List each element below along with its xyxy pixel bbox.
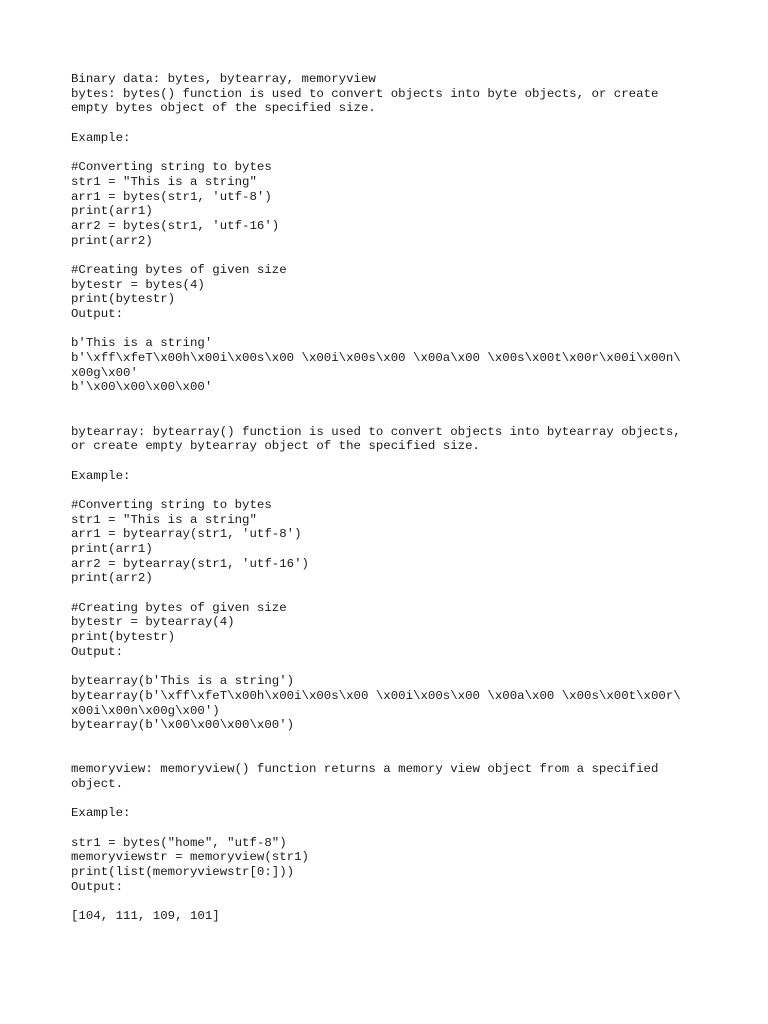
output-line: [104, 111, 109, 101] (71, 909, 220, 924)
code-line: str1 = bytes("home", "utf-8") (71, 835, 287, 850)
output-line: bytearray(b'\x00\x00\x00\x00') (71, 718, 295, 733)
code-line: print(bytestr) (71, 292, 176, 307)
memoryview-description-line-2: object. (71, 777, 124, 792)
code-line: str1 = "This is a string" (71, 512, 257, 527)
bytes-description-line-1: bytes: bytes() function is used to convert objects into byte objects, or create (71, 86, 659, 101)
code-line: #Creating bytes of given size (71, 600, 287, 615)
code-line: print(arr1) (71, 204, 153, 219)
output-line: b'\x00\x00\x00\x00' (71, 380, 213, 395)
code-line: memoryviewstr = memoryview(str1) (71, 850, 309, 865)
bytearray-description-line-2: or create empty bytearray object of the specified size. (71, 439, 480, 454)
code-line: arr1 = bytearray(str1, 'utf-8') (71, 527, 302, 542)
code-line: arr2 = bytes(str1, 'utf-16') (71, 218, 280, 233)
code-line: bytestr = bytes(4) (71, 277, 205, 292)
output-label: Output: (71, 644, 124, 659)
document-title: Binary data: bytes, bytearray, memoryview (71, 72, 376, 86)
code-line: print(list(memoryviewstr[0:])) (71, 865, 295, 880)
output-line: x00g\x00' (71, 365, 138, 380)
output-label: Output: (71, 307, 124, 321)
memoryview-code-block (71, 836, 711, 895)
code-line: #Converting string to bytes (71, 160, 272, 175)
output-label: Output: (71, 879, 124, 894)
code-line: print(arr1) (71, 542, 153, 557)
code-line: print(bytestr) (71, 630, 176, 645)
code-line: str1 = "This is a string" (71, 174, 257, 189)
bytearray-description-line-1: bytearray: bytearray() function is used to convert objects into bytearray objects, (71, 424, 681, 439)
memoryview-description-line-1: memoryview: memoryview() function returns a memory view object from a specified (71, 762, 659, 777)
code-line: print(arr2) (71, 571, 153, 586)
bytes-description-line-2: empty bytes object of the specified size. (71, 101, 376, 116)
section-bytes (71, 72, 711, 395)
memoryview-output-block (71, 909, 711, 924)
bytes-example-label: Example: (71, 130, 131, 145)
code-line: arr2 = bytearray(str1, 'utf-16') (71, 556, 309, 571)
code-line: #Converting string to bytes (71, 497, 272, 512)
memoryview-example-label: Example: (71, 806, 131, 821)
bytes-output-block (71, 336, 711, 395)
bytes-code-block-1 (71, 160, 711, 248)
bytearray-code-block-1 (71, 498, 711, 586)
section-bytearray (71, 425, 711, 733)
bytes-code-block-2 (71, 263, 711, 322)
output-line: bytearray(b'This is a string') (71, 674, 295, 689)
code-line: arr1 = bytes(str1, 'utf-8') (71, 189, 272, 204)
document-page (71, 72, 711, 924)
output-line: b'This is a string' (71, 336, 213, 351)
bytearray-output-block (71, 674, 711, 733)
output-line: bytearray(b'\xff\xfeT\x00h\x00i\x00s\x00 \x00i\x00s\x00 \x00a\x00 \x00s\x00t\x00r\ (71, 688, 681, 703)
bytearray-code-block-2 (71, 601, 711, 660)
section-memoryview (71, 762, 711, 924)
bytearray-example-label: Example: (71, 468, 131, 483)
output-line: x00i\x00n\x00g\x00') (71, 703, 220, 718)
code-line: #Creating bytes of given size (71, 262, 287, 277)
code-line: print(arr2) (71, 233, 153, 248)
code-line: bytestr = bytearray(4) (71, 615, 235, 630)
output-line: b'\xff\xfeT\x00h\x00i\x00s\x00 \x00i\x00s\x00 \x00a\x00 \x00s\x00t\x00r\x00i\x00n\ (71, 351, 681, 366)
